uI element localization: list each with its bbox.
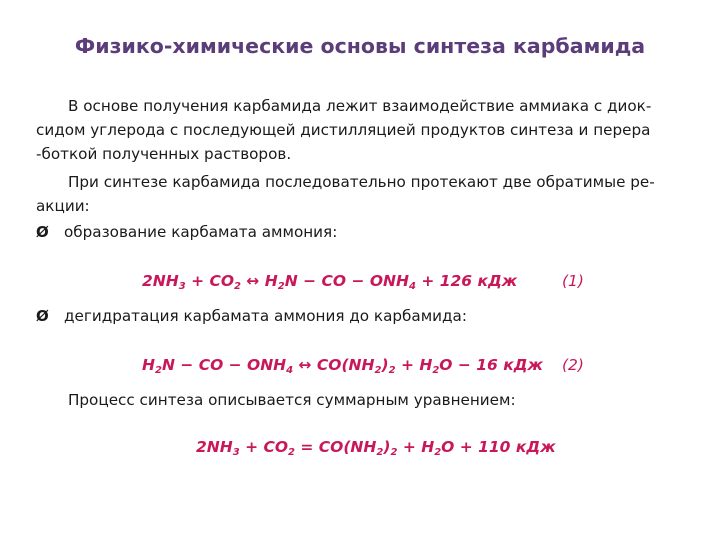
paragraph1-line3: -боткой полученных растворов. — [36, 145, 292, 163]
equation-2-number: (2) — [562, 356, 584, 374]
bullet-arrow-icon: Ø — [36, 223, 49, 241]
eq2-sub: 2 — [154, 365, 162, 376]
paragraph2-line1: При синтезе карбамида последовательно протекают две обратимые ре- — [68, 173, 655, 191]
eq3-part: 2NH — [196, 438, 233, 456]
eq1-sub: 2 — [234, 281, 242, 292]
eq1-part: H — [264, 272, 278, 290]
paragraph1-line1: В основе получения карбамида лежит взаимодействие аммиака с диок- — [68, 97, 652, 115]
eq2-part: O − 16 кДж — [439, 356, 543, 374]
eq2-sub: 2 — [432, 365, 440, 376]
eq3-sub: 3 — [232, 447, 240, 458]
eq3-sub: 2 — [434, 447, 442, 458]
equation-1-number: (1) — [562, 272, 584, 290]
reversible-arrow-icon: ↔ — [293, 356, 317, 374]
eq1-sub: 3 — [178, 281, 186, 292]
eq1-part: 2NH — [142, 272, 179, 290]
bullet-arrow-icon: Ø — [36, 307, 49, 325]
slide-title: Физико-химические основы синтеза карбамида — [74, 34, 646, 58]
equation-1 — [142, 270, 517, 298]
eq3-sub: 2 — [288, 447, 296, 458]
eq2-part: N − CO − ONH — [161, 356, 287, 374]
eq1-part: N − CO − ONH — [284, 272, 409, 290]
eq2-part: + H — [395, 356, 433, 374]
eq1-sub: 2 — [277, 281, 285, 292]
paragraph1-line2: сидом углерода с последующей дистилляцией продуктов синтеза и перера — [36, 121, 651, 139]
equation-3 — [196, 436, 556, 464]
eq3-sub: 2 — [376, 447, 384, 458]
eq2-sub: 4 — [286, 365, 294, 376]
eq3-part: = CO(NH — [295, 438, 377, 456]
bullet1-text: образование карбамата аммония: — [64, 223, 338, 241]
bullet2-text: дегидратация карбамата аммония до карбамида: — [64, 307, 467, 325]
reversible-arrow-icon: ↔ — [241, 272, 265, 290]
eq3-part: + CO — [239, 438, 289, 456]
eq3-part: O + 110 кДж — [441, 438, 556, 456]
eq1-sub: 4 — [408, 281, 416, 292]
eq1-part: + 126 кДж — [415, 272, 518, 290]
eq3-part: ) — [383, 438, 391, 456]
eq2-part: H — [142, 356, 155, 374]
equation-2 — [142, 354, 543, 382]
eq2-part: CO(NH — [316, 356, 375, 374]
eq3-part: + H — [397, 438, 435, 456]
eq1-part: + CO — [185, 272, 235, 290]
eq3-sub: 2 — [390, 447, 398, 458]
eq2-part: ) — [381, 356, 389, 374]
eq2-sub: 2 — [374, 365, 382, 376]
eq2-sub: 2 — [388, 365, 396, 376]
summary-line: Процесс синтеза описывается суммарным уравнением: — [68, 391, 516, 409]
paragraph2-line2: акции: — [36, 197, 90, 215]
